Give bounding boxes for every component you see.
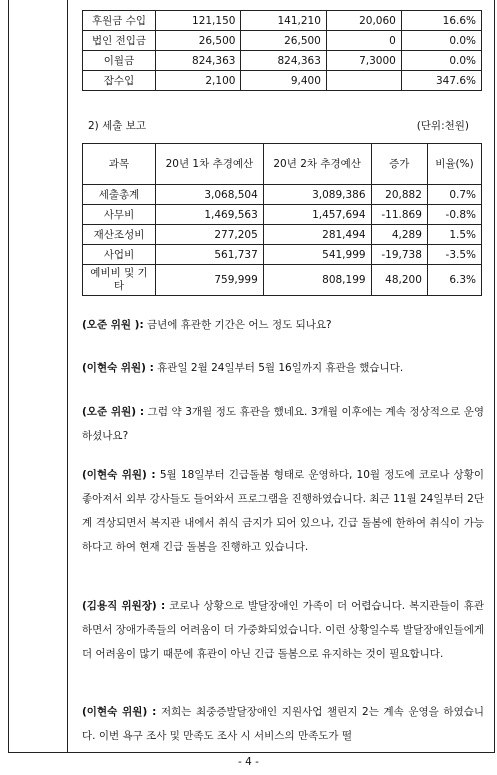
cell-value: 20,060 (326, 11, 401, 31)
header-cell: 20년 2차 추경예산 (263, 144, 371, 185)
row-label: 재산조성비 (83, 225, 156, 245)
row-label: 예비비 및 기타 (83, 265, 156, 296)
table-row (83, 71, 482, 91)
section-title: 2) 세출 보고 (88, 120, 147, 132)
row-label: 사무비 (83, 205, 156, 225)
cell-value: 7,3000 (326, 51, 401, 71)
cell-value: 121,150 (156, 11, 241, 31)
expense-table (82, 143, 482, 296)
row-label: 이월금 (83, 51, 156, 71)
cell-value: 0 (326, 31, 401, 51)
cell-value: 141,210 (241, 11, 326, 31)
cell-value: 48,200 (371, 265, 427, 296)
table-row (83, 11, 482, 31)
header-cell: 증가 (371, 144, 427, 185)
row-label: 후원금 수입 (83, 11, 156, 31)
minutes-paragraph (82, 313, 484, 337)
unit-label: (단위:천원) (416, 120, 469, 132)
speaker-name: (이현숙 위원) : (82, 706, 157, 718)
cell-value: -0.8% (427, 205, 481, 225)
cell-value: 2,100 (156, 71, 241, 91)
row-label: 세출총계 (83, 185, 156, 205)
cell-value (326, 71, 401, 91)
minutes-paragraph (82, 700, 484, 748)
header-cell: 과목 (83, 144, 156, 185)
speech-text: 코로나 상황으로 발달장애인 가족이 더 어렵습니다. 복지관들이 휴관하면서 장애가족들의 어려움이 더 가중화되었습니다. 이런 상황일수록 발달장애인들에게 더 어려움이 많기 때문에 휴관이 아닌 긴급 돌봄으로 유지하는 것이 필요합니다. (82, 600, 485, 660)
cell-value: 808,199 (263, 265, 371, 296)
cell-value: -3.5% (427, 245, 481, 265)
table-row (83, 245, 482, 265)
cell-value: 824,363 (156, 51, 241, 71)
cell-value: 16.6% (401, 11, 481, 31)
cell-value: 1.5% (427, 225, 481, 245)
speech-text: 그럼 약 3개월 정도 휴관을 했네요. 3개월 이후에는 계속 정상적으로 운영하셨나요? (82, 406, 484, 442)
page-number: - 4 - (238, 756, 259, 768)
table-row (83, 265, 482, 296)
cell-value: 9,400 (241, 71, 326, 91)
speaker-name: (오준 위원 ): (82, 319, 144, 331)
cell-value: 824,363 (241, 51, 326, 71)
speaker-name: (오준 위원) : (82, 406, 145, 418)
speaker-name: (김용직 위원장) : (82, 600, 166, 612)
minutes-paragraph (82, 356, 484, 380)
table-row (83, 205, 482, 225)
table-row (83, 51, 482, 71)
table-row (83, 185, 482, 205)
minutes-paragraph (82, 594, 484, 666)
cell-value: 26,500 (241, 31, 326, 51)
speech-text: 휴관일 2월 24일부터 5월 16일까지 휴관을 했습니다. (153, 362, 404, 374)
row-label: 사업비 (83, 245, 156, 265)
table-row (83, 31, 482, 51)
cell-value: -11.869 (371, 205, 427, 225)
speech-text: 5월 18일부터 긴급돌봄 형태로 운영하다, 10월 정도에 코로나 상황이 좋아져서 외부 강사들도 들어와서 프로그램을 진행하였습니다. 최근 11월 24일부터 2단계 격상되면서 복지관 내에서 취식 금지가 되어 있으나, 긴급 돌봄에 한하여 취식이 가능하다고 하여 현재 긴급 돌봄을 진행하고 있습니다. (82, 469, 484, 553)
cell-value: -19,738 (371, 245, 427, 265)
cell-value: 3,089,386 (263, 185, 371, 205)
cell-value: 0.0% (401, 51, 481, 71)
cell-value: 759,999 (156, 265, 264, 296)
header-cell: 비율(%) (427, 144, 481, 185)
cell-value: 3,068,504 (156, 185, 264, 205)
table-row (83, 225, 482, 245)
speaker-name: (이현숙 위원) : (82, 362, 154, 374)
cell-value: 277,205 (156, 225, 264, 245)
cell-value: 1,457,694 (263, 205, 371, 225)
row-label: 법인 전입금 (83, 31, 156, 51)
income-table (82, 10, 482, 91)
speech-text: 금년에 휴관한 기간은 어느 정도 되나요? (143, 319, 332, 331)
minutes-paragraph (82, 463, 484, 559)
cell-value: 541,999 (263, 245, 371, 265)
cell-value: 20,882 (371, 185, 427, 205)
expense-header-row (83, 144, 482, 185)
cell-value: 347.6% (401, 71, 481, 91)
minutes-paragraph (82, 400, 484, 448)
left-column-divider (67, 0, 68, 752)
speech-text: 저희는 최중증발달장애인 지원사업 챌린지 2는 계속 운영을 하였습니다. 이번 욕구 조사 및 만족도 조사 시 서비스의 만족도가 떨 (82, 706, 485, 742)
cell-value: 0.7% (427, 185, 481, 205)
cell-value: 0.0% (401, 31, 481, 51)
cell-value: 4,289 (371, 225, 427, 245)
cell-value: 1,469,563 (156, 205, 264, 225)
row-label: 잡수입 (83, 71, 156, 91)
cell-value: 561,737 (156, 245, 264, 265)
cell-value: 26,500 (156, 31, 241, 51)
cell-value: 281,494 (263, 225, 371, 245)
cell-value: 6.3% (427, 265, 481, 296)
speaker-name: (이현숙 위원) : (82, 469, 156, 481)
header-cell: 20년 1차 추경예산 (156, 144, 264, 185)
